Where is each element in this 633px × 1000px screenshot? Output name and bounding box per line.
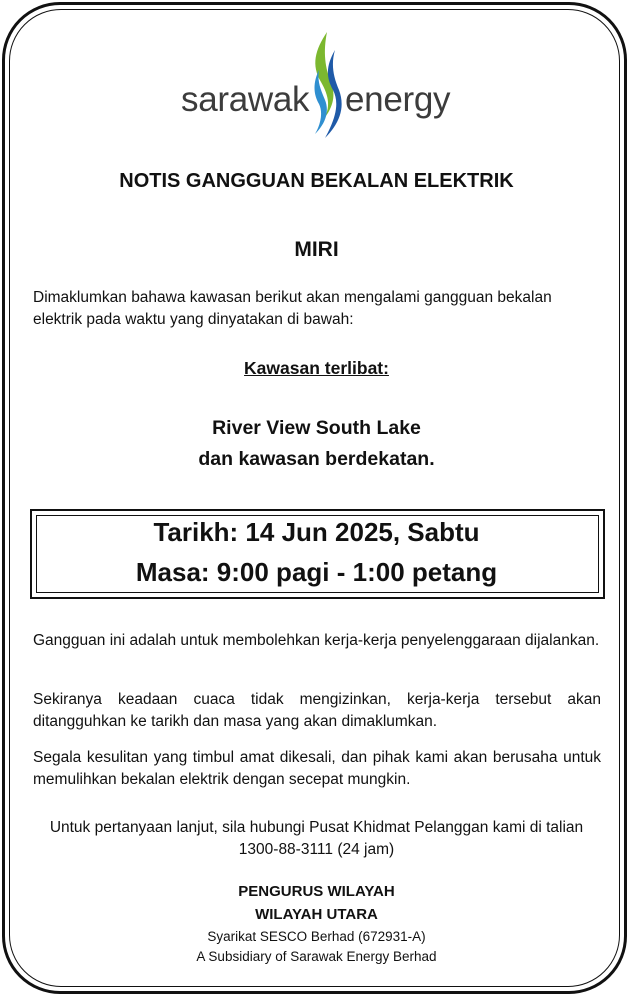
company-subsidiary: A Subsidiary of Sarawak Energy Berhad: [196, 949, 437, 964]
flame-icon: [305, 30, 345, 142]
contact-info: Untuk pertanyaan lanjut, sila hubungi Pusat Khidmat Pelanggan kami di talian 1300-88-3111 (24 jam): [49, 819, 584, 858]
city-heading: MIRI: [294, 238, 339, 261]
signatory-title: PENGURUS WILAYAH: [238, 883, 395, 900]
affected-area-label: Kawasan terlibat:: [244, 358, 389, 378]
signatory-region: WILAYAH UTARA: [255, 906, 378, 923]
logo-text-sarawak: sarawak: [181, 80, 310, 119]
notice-title: NOTIS GANGGUAN BEKALAN ELEKTRIK: [119, 170, 514, 192]
outage-time: Masa: 9:00 pagi - 1:00 petang: [135, 557, 498, 587]
logo-text-energy: energy: [345, 80, 451, 119]
purpose-paragraph: Gangguan ini adalah untuk membolehkan kerja-kerja penyelenggaraan dijalankan.: [33, 632, 600, 649]
affected-area-surroundings: dan kawasan berdekatan.: [198, 448, 435, 470]
outage-date: Tarikh: 14 Jun 2025, Sabtu: [153, 517, 480, 547]
weather-paragraph: Sekiranya keadaan cuaca tidak mengizinkan, kerja-kerja tersebut akan ditangguhkan ke tarikh dan masa yang akan dimaklumkan.: [33, 691, 601, 730]
apology-paragraph: Segala kesulitan yang timbul amat dikesali, dan pihak kami akan berusaha untuk memulihkan bekalan elektrik dengan secepat mungkin.: [33, 749, 601, 788]
intro-paragraph: Dimaklumkan bahawa kawasan berikut akan mengalami gangguan bekalan elektrik pada waktu yang dinyatakan di bawah:: [33, 289, 552, 328]
company-name: Syarikat SESCO Berhad (672931-A): [207, 929, 426, 944]
affected-area-name: River View South Lake: [212, 417, 421, 439]
